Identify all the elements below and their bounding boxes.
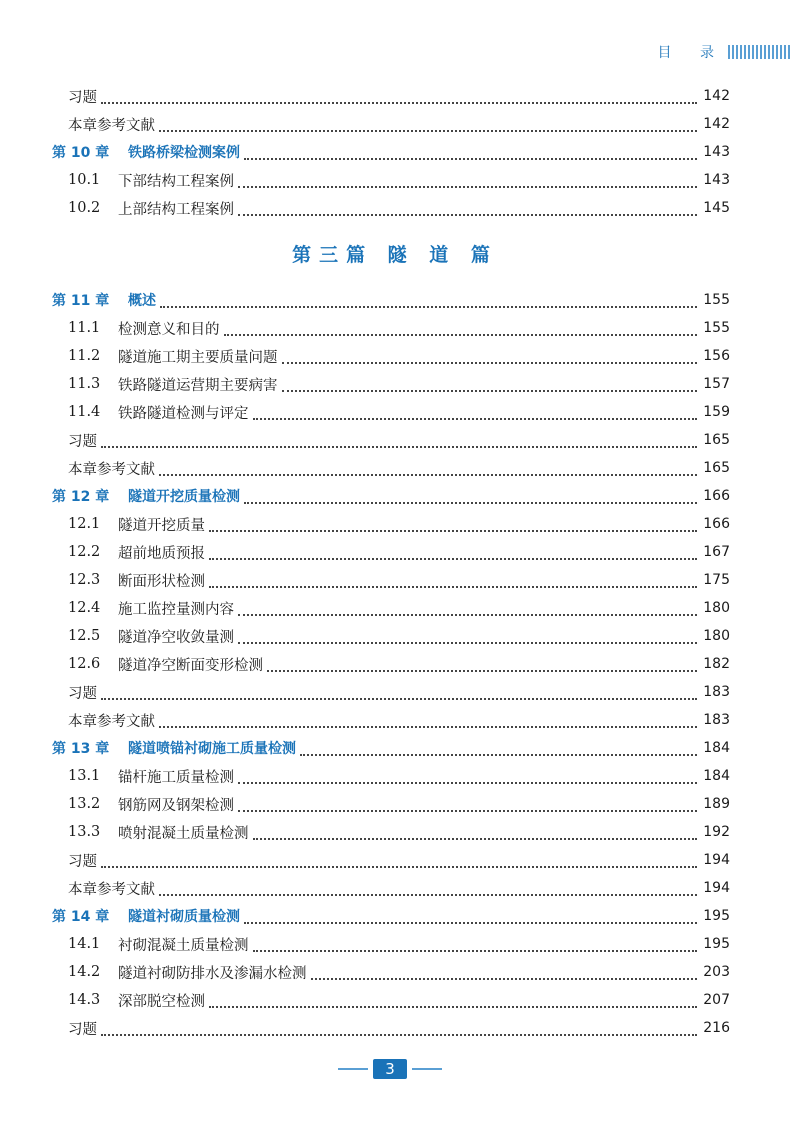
dot-leader: [238, 809, 697, 812]
dot-leader: [238, 613, 697, 616]
toc-entry-title: 隧道开挖质量检测: [128, 489, 240, 505]
section-number: 11.4: [68, 404, 101, 420]
dot-leader: [300, 753, 697, 756]
dot-leader: [101, 101, 697, 104]
dot-leader: [244, 157, 697, 160]
dot-leader: [253, 837, 698, 840]
toc-chapter-row[interactable]: [0, 734, 790, 762]
dot-leader: [238, 781, 697, 784]
toc-entry-title: 本章参考文献: [68, 461, 155, 478]
dot-leader: [244, 921, 697, 924]
toc-page-number: 156: [703, 348, 730, 364]
toc-entry-title: 隧道衬砌防排水及渗漏水检测: [118, 965, 307, 982]
toc-entry-title: 隧道衬砌质量检测: [128, 909, 240, 925]
toc-page-number: 167: [703, 544, 730, 560]
toc-page-number: 166: [703, 488, 730, 504]
dot-leader: [238, 213, 697, 216]
toc-section-row[interactable]: [0, 818, 790, 846]
header-title: 目 录: [657, 45, 726, 61]
toc-page-number: 155: [703, 292, 730, 308]
toc-chapter-row[interactable]: [0, 902, 790, 930]
toc-page-number: 175: [703, 572, 730, 588]
toc-entry-title: 隧道净空收敛量测: [118, 629, 234, 646]
toc-entry-title: 概述: [128, 293, 156, 309]
chapter-number: 第 10 章: [52, 145, 110, 161]
dot-leader: [159, 725, 697, 728]
chapter-number: 第 11 章: [52, 293, 110, 309]
dot-leader: [159, 473, 697, 476]
section-number: 12.4: [68, 600, 101, 616]
toc-page-number: 165: [703, 460, 730, 476]
page-number: 3: [373, 1059, 407, 1079]
part-title: 第三篇 隧 道 篇: [292, 244, 498, 266]
toc-section-row[interactable]: [0, 790, 790, 818]
dot-leader: [282, 389, 698, 392]
toc-page-number: 142: [703, 116, 730, 132]
section-number: 11.1: [68, 320, 101, 336]
toc-page-number: 159: [703, 404, 730, 420]
toc-page-number: 183: [703, 712, 730, 728]
section-number: 11.3: [68, 376, 101, 392]
toc-page-number: 183: [703, 684, 730, 700]
dot-leader: [209, 529, 697, 532]
toc-section-row[interactable]: [0, 566, 790, 594]
footer-line-left: [338, 1068, 368, 1070]
section-number: 13.3: [68, 824, 101, 840]
footer-line-right: [412, 1068, 442, 1070]
dot-leader: [253, 417, 698, 420]
toc-section-row[interactable]: [0, 166, 790, 194]
toc-entry-title: 本章参考文献: [68, 117, 155, 134]
toc-entry-title: 施工监控量测内容: [118, 601, 234, 618]
toc-section-row[interactable]: [0, 930, 790, 958]
toc-entry-title: 习题: [68, 89, 97, 106]
toc-entry-title: 本章参考文献: [68, 713, 155, 730]
section-number: 11.2: [68, 348, 101, 364]
toc-entry-row[interactable]: [0, 82, 790, 110]
dot-leader: [101, 697, 697, 700]
toc-entry-title: 衬砌混凝土质量检测: [118, 937, 249, 954]
dot-leader: [101, 445, 697, 448]
toc-page-number: 195: [703, 936, 730, 952]
toc-entry-row[interactable]: [0, 678, 790, 706]
section-number: 12.6: [68, 656, 101, 672]
section-number: 10.2: [68, 200, 101, 216]
section-number: 13.1: [68, 768, 101, 784]
toc-entry-title: 习题: [68, 433, 97, 450]
toc-entry-title: 铁路隧道检测与评定: [118, 405, 249, 422]
toc-page-number: 192: [703, 824, 730, 840]
toc-entry-title: 上部结构工程案例: [118, 201, 234, 218]
toc-entry-title: 断面形状检测: [118, 573, 205, 590]
chapter-number: 第 13 章: [52, 741, 110, 757]
section-number: 12.1: [68, 516, 101, 532]
dot-leader: [160, 305, 697, 308]
toc-entry-title: 检测意义和目的: [118, 321, 220, 338]
toc-page-number: 207: [703, 992, 730, 1008]
chapter-number: 第 14 章: [52, 909, 110, 925]
toc-page-number: 180: [703, 628, 730, 644]
dot-leader: [267, 669, 697, 672]
section-number: 10.1: [68, 172, 101, 188]
toc-entry-row[interactable]: [0, 110, 790, 138]
toc-section-row[interactable]: [0, 594, 790, 622]
toc-section-row[interactable]: [0, 538, 790, 566]
toc-page-number: 143: [703, 172, 730, 188]
toc-entry-title: 隧道喷锚衬砌施工质量检测: [128, 741, 296, 757]
section-number: 12.2: [68, 544, 101, 560]
toc-entry-title: 隧道开挖质量: [118, 517, 205, 534]
toc-entry-title: 本章参考文献: [68, 881, 155, 898]
toc-page-number: 195: [703, 908, 730, 924]
toc-page-number: 180: [703, 600, 730, 616]
page-header: [658, 42, 790, 62]
dot-leader: [159, 893, 697, 896]
dot-leader: [209, 1005, 697, 1008]
page-footer: [340, 1058, 440, 1080]
toc-page-number: 157: [703, 376, 730, 392]
section-number: 12.3: [68, 572, 101, 588]
section-number: 14.1: [68, 936, 101, 952]
toc-page-number: 143: [703, 144, 730, 160]
toc-page-number: 142: [703, 88, 730, 104]
dot-leader: [311, 977, 698, 980]
section-number: 14.2: [68, 964, 101, 980]
dot-leader: [209, 557, 697, 560]
toc-page-number: 182: [703, 656, 730, 672]
toc-page-number: 216: [703, 1020, 730, 1036]
toc-entry-title: 习题: [68, 685, 97, 702]
toc-entry-row[interactable]: [0, 706, 790, 734]
dot-leader: [282, 361, 698, 364]
toc-section-row[interactable]: [0, 986, 790, 1014]
chapter-number: 第 12 章: [52, 489, 110, 505]
section-number: 13.2: [68, 796, 101, 812]
toc-section-row[interactable]: [0, 510, 790, 538]
toc-page-number: 145: [703, 200, 730, 216]
toc-entry-row[interactable]: [0, 1014, 790, 1042]
section-number: 14.3: [68, 992, 101, 1008]
dot-leader: [238, 641, 697, 644]
dot-leader: [224, 333, 698, 336]
section-number: 12.5: [68, 628, 101, 644]
toc-entry-title: 深部脱空检测: [118, 993, 205, 1010]
toc-entry-title: 习题: [68, 1021, 97, 1038]
toc-section-row[interactable]: [0, 314, 790, 342]
toc-page-number: 184: [703, 768, 730, 784]
toc-page-number: 166: [703, 516, 730, 532]
toc-entry-title: 铁路桥梁检测案例: [128, 145, 240, 161]
dot-leader: [101, 1033, 697, 1036]
toc-chapter-row[interactable]: [0, 138, 790, 166]
toc-section-row[interactable]: [0, 342, 790, 370]
toc-section-row[interactable]: [0, 650, 790, 678]
toc-entry-title: 超前地质预报: [118, 545, 205, 562]
toc-section-row[interactable]: [0, 958, 790, 986]
toc-entry-row[interactable]: [0, 426, 790, 454]
dot-leader: [209, 585, 697, 588]
dot-leader: [101, 865, 697, 868]
toc-page-number: 155: [703, 320, 730, 336]
header-decoration: [728, 45, 790, 59]
toc-section-row[interactable]: [0, 762, 790, 790]
toc-entry-title: 喷射混凝土质量检测: [118, 825, 249, 842]
toc-entry-title: 钢筋网及钢架检测: [118, 797, 234, 814]
toc-section-row[interactable]: [0, 194, 790, 222]
dot-leader: [238, 185, 697, 188]
toc-entry-row[interactable]: [0, 874, 790, 902]
toc-entry-title: 铁路隧道运营期主要病害: [118, 377, 278, 394]
toc-entry-row[interactable]: [0, 454, 790, 482]
toc-entry-title: 隧道净空断面变形检测: [118, 657, 263, 674]
toc-page-number: 194: [703, 852, 730, 868]
toc-section-row[interactable]: [0, 370, 790, 398]
toc-chapter-row[interactable]: [0, 482, 790, 510]
toc-entry-row[interactable]: [0, 846, 790, 874]
dot-leader: [253, 949, 698, 952]
toc-section-row[interactable]: [0, 398, 790, 426]
toc-entry-title: 锚杆施工质量检测: [118, 769, 234, 786]
toc-entry-title: 下部结构工程案例: [118, 173, 234, 190]
toc-entry-title: 隧道施工期主要质量问题: [118, 349, 278, 366]
dot-leader: [159, 129, 697, 132]
toc-chapter-row[interactable]: [0, 286, 790, 314]
toc-page-number: 194: [703, 880, 730, 896]
toc-section-row[interactable]: [0, 622, 790, 650]
toc-page-number: 184: [703, 740, 730, 756]
toc-page-number: 165: [703, 432, 730, 448]
toc-entry-title: 习题: [68, 853, 97, 870]
toc-page-number: 189: [703, 796, 730, 812]
toc-page-number: 203: [703, 964, 730, 980]
dot-leader: [244, 501, 697, 504]
